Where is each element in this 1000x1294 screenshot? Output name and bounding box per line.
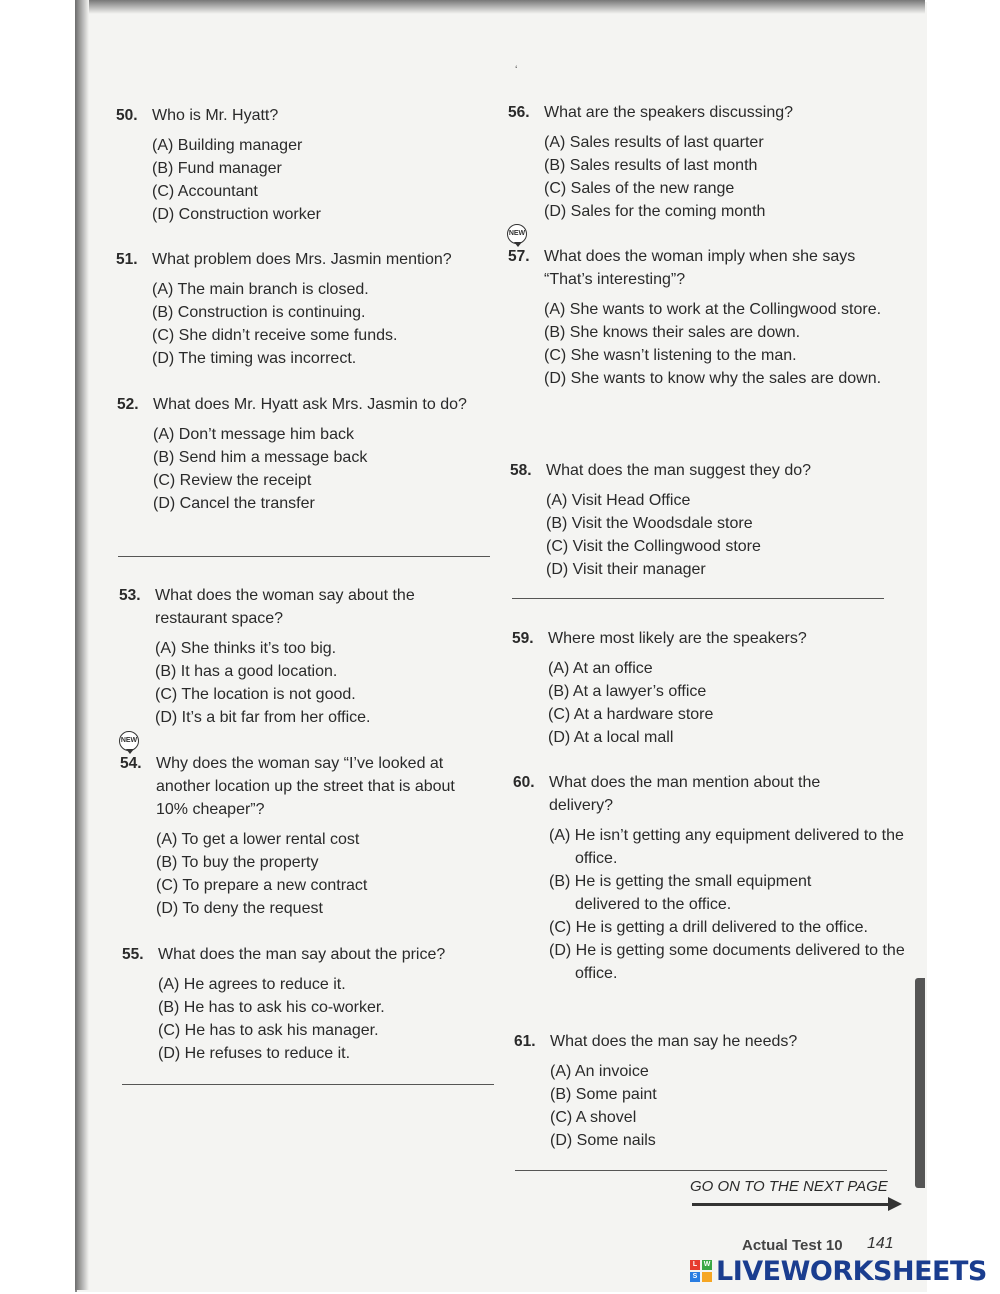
question-52	[117, 393, 497, 515]
new-badge-icon: NEW	[507, 224, 527, 244]
logo-letter: L	[690, 1260, 700, 1270]
question-text: What does the man say he needs?	[550, 1033, 798, 1050]
options	[550, 1060, 894, 1152]
question-text: Where most likely are the speakers?	[548, 630, 807, 647]
option-c[interactable]: (C) Visit the Collingwood store	[546, 538, 761, 555]
page-edge-tab	[915, 978, 925, 1188]
question-55	[122, 943, 502, 1065]
option-c[interactable]: (C) Review the receipt	[153, 472, 312, 489]
option-c[interactable]: (C) A shovel	[550, 1109, 637, 1126]
options	[549, 824, 911, 985]
liveworksheets-logo-icon	[690, 1260, 712, 1282]
scan-left-shadow	[75, 0, 89, 1290]
option-a[interactable]: (A) Building manager	[152, 137, 303, 154]
question-number: 53.	[119, 587, 141, 604]
option-b[interactable]: (B) Send him a message back	[153, 449, 368, 466]
option-c[interactable]: (C) Sales of the new range	[544, 180, 735, 197]
question-58	[510, 459, 890, 581]
arrow-right-icon	[692, 1203, 890, 1206]
question-number: 54.	[120, 755, 142, 772]
question-number: 61.	[514, 1033, 536, 1050]
options	[156, 828, 500, 920]
question-number: 56.	[508, 104, 530, 121]
option-d[interactable]: (D) Cancel the transfer	[153, 495, 315, 512]
option-b[interactable]: (B) Construction is continuing.	[152, 304, 366, 321]
option-a[interactable]: (A) Visit Head Office	[546, 492, 691, 509]
scan-top-shadow	[75, 0, 925, 14]
option-b[interactable]: (B) He is getting the small equipment delivered to the office.	[549, 873, 812, 913]
question-60	[513, 771, 911, 985]
question-54	[120, 752, 500, 920]
question-number: 59.	[512, 630, 534, 647]
watermark-text: LIVEWORKSHEETS	[716, 1255, 987, 1287]
question-number: 60.	[513, 774, 535, 791]
section-divider	[512, 598, 884, 599]
option-c[interactable]: (C) She wasn’t listening to the man.	[544, 347, 797, 364]
options	[158, 973, 502, 1065]
logo-square	[702, 1272, 712, 1282]
option-a[interactable]: (A) The main branch is closed.	[152, 281, 369, 298]
question-text: Who is Mr. Hyatt?	[152, 107, 279, 124]
logo-letter: S	[690, 1272, 700, 1282]
question-text: What does the woman say about the restaurant space?	[155, 587, 415, 627]
section-divider	[118, 556, 490, 557]
question-number: 57.	[508, 248, 530, 265]
options	[153, 423, 497, 515]
options	[544, 298, 888, 390]
options	[544, 131, 888, 223]
option-a[interactable]: (A) Sales results of last quarter	[544, 134, 764, 151]
options	[152, 134, 496, 226]
question-61	[514, 1030, 894, 1152]
question-text: What are the speakers discussing?	[544, 104, 794, 121]
question-56	[508, 101, 888, 223]
option-a[interactable]: (A) He isn’t getting any equipment delivered to the office.	[549, 827, 904, 867]
option-d[interactable]: (D) At a local mall	[548, 729, 674, 746]
question-text: What does the man say about the price?	[158, 946, 446, 963]
scan-mark: ‘	[515, 64, 518, 76]
question-number: 50.	[116, 107, 138, 124]
arrow-head-icon	[888, 1197, 902, 1211]
option-b[interactable]: (B) Sales results of last month	[544, 157, 758, 174]
question-57	[508, 245, 888, 390]
question-59	[512, 627, 892, 749]
question-text: What does the man suggest they do?	[546, 462, 812, 479]
question-text: Why does the woman say “I’ve looked at another location up the street that is about 10% cheaper”?	[156, 755, 455, 818]
question-number: 55.	[122, 946, 144, 963]
option-c[interactable]: (C) She didn’t receive some funds.	[152, 327, 398, 344]
option-a[interactable]: (A) She thinks it’s too big.	[155, 640, 337, 657]
option-c[interactable]: (C) At a hardware store	[548, 706, 714, 723]
option-d[interactable]: (D) He is getting some documents delivered to the office.	[549, 942, 905, 982]
option-a[interactable]: (A) An invoice	[550, 1063, 649, 1080]
options	[546, 489, 890, 581]
options	[548, 657, 892, 749]
option-b[interactable]: (B) Some paint	[550, 1086, 657, 1103]
option-d[interactable]: (D) Sales for the coming month	[544, 203, 766, 220]
option-d[interactable]: (D) The timing was incorrect.	[152, 350, 357, 367]
question-53	[119, 584, 499, 729]
option-a[interactable]: (A) To get a lower rental cost	[156, 831, 360, 848]
test-name: Actual Test 10	[742, 1237, 843, 1254]
option-a[interactable]: (A) He agrees to reduce it.	[158, 976, 346, 993]
liveworksheets-watermark	[690, 1255, 987, 1287]
question-number: 58.	[510, 462, 532, 479]
option-d[interactable]: (D) He refuses to reduce it.	[158, 1045, 351, 1062]
new-badge-icon: NEW	[119, 731, 139, 751]
option-d[interactable]: (D) Some nails	[550, 1132, 656, 1149]
option-c[interactable]: (C) Accountant	[152, 183, 258, 200]
section-divider	[122, 1084, 494, 1085]
section-divider	[515, 1170, 887, 1171]
option-a[interactable]: (A) She wants to work at the Collingwood store.	[544, 301, 882, 318]
question-50	[116, 104, 496, 226]
question-number: 51.	[116, 251, 138, 268]
option-c[interactable]: (C) The location is not good.	[155, 686, 356, 703]
option-d[interactable]: (D) Visit their manager	[546, 561, 706, 578]
page-number: 141	[867, 1235, 894, 1252]
next-page-label: GO ON TO THE NEXT PAGE	[690, 1178, 888, 1195]
question-text: What does the man mention about the delivery?	[549, 774, 821, 814]
question-text: What problem does Mrs. Jasmin mention?	[152, 251, 452, 268]
option-b[interactable]: (B) Visit the Woodsdale store	[546, 515, 753, 532]
options	[152, 278, 502, 370]
option-b[interactable]: (B) Fund manager	[152, 160, 282, 177]
option-c[interactable]: (C) He has to ask his manager.	[158, 1022, 379, 1039]
option-d[interactable]: (D) She wants to know why the sales are down.	[544, 370, 882, 387]
option-d[interactable]: (D) It’s a bit far from her office.	[155, 709, 371, 726]
option-b[interactable]: (B) He has to ask his co-worker.	[158, 999, 385, 1016]
question-text: What does Mr. Hyatt ask Mrs. Jasmin to do?	[153, 396, 467, 413]
question-51	[116, 248, 502, 370]
option-a[interactable]: (A) Don’t message him back	[153, 426, 354, 443]
option-d[interactable]: (D) To deny the request	[156, 900, 323, 917]
logo-letter: W	[703, 1261, 711, 1268]
question-text: What does the woman imply when she says “That’s interesting”?	[544, 248, 856, 288]
option-a[interactable]: (A) At an office	[548, 660, 653, 677]
option-b[interactable]: (B) She knows their sales are down.	[544, 324, 801, 341]
option-d[interactable]: (D) Construction worker	[152, 206, 321, 223]
question-number: 52.	[117, 396, 139, 413]
option-b[interactable]: (B) To buy the property	[156, 854, 319, 871]
option-b[interactable]: (B) At a lawyer’s office	[548, 683, 707, 700]
option-b[interactable]: (B) It has a good location.	[155, 663, 338, 680]
options	[155, 637, 499, 729]
option-c[interactable]: (C) He is getting a drill delivered to the office.	[549, 919, 868, 936]
option-c[interactable]: (C) To prepare a new contract	[156, 877, 368, 894]
